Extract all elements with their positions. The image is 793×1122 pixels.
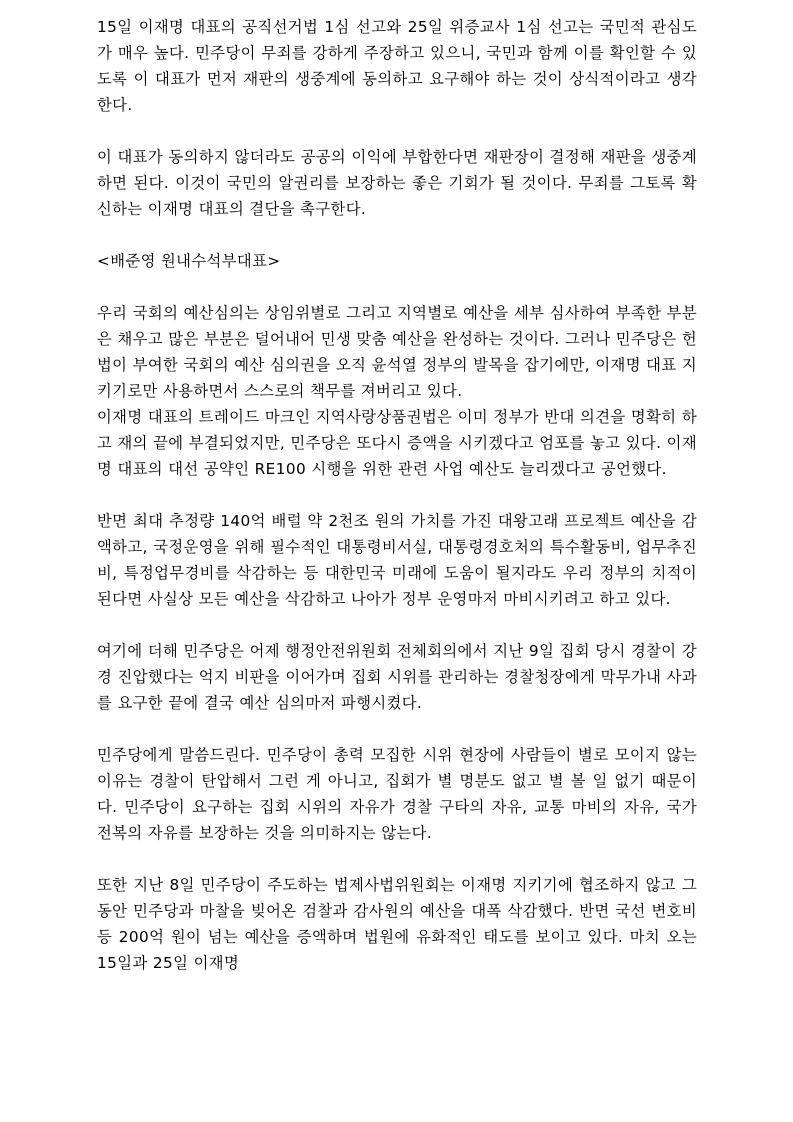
speaker-heading: <배준영 원내수석부대표>	[97, 252, 281, 270]
paragraph-judiciary-committee: 또한 지난 8일 민주당이 주도하는 법제사법위원회는 이재명 지키기에 협조하지 않고 그동안 민주당과 마찰을 빚어온 검찰과 감사원의 예산을 대폭 삭감했다. 반면 국선 변호비 등 200억 원이 넘는 예산을 증액하며 법원에 유화적인 태도를 보이고 있다. 마치 오는 15일과 25일 이재명	[97, 876, 697, 972]
paragraph-live-broadcast: 이 대표가 동의하지 않더라도 공공의 이익에 부합한다면 재판장이 결정해 재판을 생중계하면 된다. 이것이 국민의 알권리를 보장하는 좋은 기회가 될 것이다. 무죄를 그토록 확신하는 이재명 대표의 결단을 촉구한다.	[97, 148, 697, 218]
paragraph-protest-freedom: 민주당에게 말씀드린다. 민주당이 총력 모집한 시위 현장에 사람들이 별로 모이지 않는 이유는 경찰이 탄압해서 그런 게 아니고, 집회가 별 명분도 없고 별 볼 일 없기 때문이다. 민주당이 요구하는 집회 시위의 자유가 경찰 구타의 자유, 교통 마비의 자유, 국가 전복의 자유를 보장하는 것을 의미하지는 않는다.	[97, 746, 697, 842]
paragraph-budget-review: 우리 국회의 예산심의는 상임위별로 그리고 지역별로 예산을 세부 심사하여 부족한 부분은 채우고 많은 부분은 덜어내어 민생 맞춤 예산을 완성하는 것이다. 그러나 민주당은 헌법이 부여한 국회의 예산 심의권을 오직 윤석열 정부의 발목을 잡기에만, 이재명 대표 지키기로만 사용하면서 스스로의 책무를 져버리고 있다.	[97, 304, 697, 400]
paragraph-budget-cuts: 반면 최대 추정량 140억 배럴 약 2천조 원의 가치를 가진 대왕고래 프로젝트 예산을 감액하고, 국정운영을 위해 필수적인 대통령비서실, 대통령경호처의 특수활동비, 업무추진비, 특정업무경비를 삭감하는 등 대한민국 미래에 도움이 될지라도 우리 정부의 치적이 된다면 사실상 모든 예산을 삭감하고 나아가 정부 운영마저 마비시키려고 하고 있다.	[97, 512, 697, 608]
document-body	[97, 14, 697, 1002]
paragraph-local-voucher: 이재명 대표의 트레이드 마크인 지역사랑상품권법은 이미 정부가 반대 의견을 명확히 하고 재의 끝에 부결되었지만, 민주당은 또다시 증액을 시키겠다고 엄포를 놓고 있다. 이재명 대표의 대선 공약인 RE100 시행을 위한 관련 사업 예산도 늘리겠다고 공언했다.	[97, 408, 697, 478]
paragraph-trial-verdicts: 15일 이재명 대표의 공직선거법 1심 선고와 25일 위증교사 1심 선고는 국민적 관심도가 매우 높다. 민주당이 무죄를 강하게 주장하고 있으니, 국민과 함께 이를 확인할 수 있도록 이 대표가 먼저 재판의 생중계에 동의하고 요구해야 하는 것이 상식적이라고 생각한다.	[97, 18, 697, 114]
paragraph-police-committee: 여기에 더해 민주당은 어제 행정안전위원회 전체회의에서 지난 9일 집회 당시 경찰이 강경 진압했다는 억지 비판을 이어가며 집회 시위를 관리하는 경찰청장에게 막무가내 사과를 요구한 끝에 결국 예산 심의마저 파행시켰다.	[97, 642, 697, 712]
